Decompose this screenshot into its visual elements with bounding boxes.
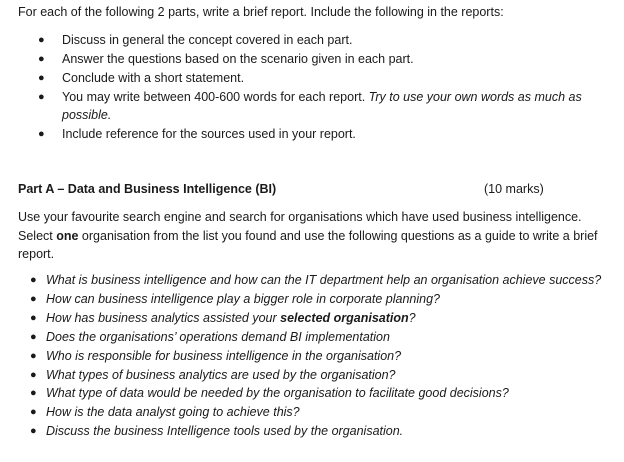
- question-item: [30, 290, 620, 309]
- list-item: [38, 69, 598, 87]
- bullet-icon: ●: [38, 91, 45, 103]
- question-text: ?: [408, 310, 416, 325]
- question-text: What types of business analytics are used by the organisation?: [46, 367, 396, 382]
- bullet-icon: ●: [30, 349, 37, 362]
- bullet-icon: ●: [38, 34, 45, 46]
- bullet-icon: ●: [30, 425, 37, 438]
- intro-text: For each of the following 2 parts, write a brief report. Include the following in the reports:: [18, 5, 504, 19]
- list-item: [38, 31, 598, 49]
- bullet-icon: ●: [30, 311, 37, 324]
- instruction-italic-text: Try to use your own words as much as possible.: [62, 90, 582, 122]
- question-text: Does the organisations’ operations demand BI implementation: [46, 329, 390, 344]
- question-item: [30, 309, 620, 328]
- list-item: [38, 125, 598, 143]
- questions-list: [30, 271, 620, 441]
- question-bold-text: selected organisation: [280, 310, 409, 325]
- instruction-text: You may write between 400-600 words for each report.: [62, 90, 369, 104]
- question-item: [30, 347, 620, 366]
- paragraph-text: Use your favourite search engine and search for organisations which have used business intelligence. Select: [18, 210, 582, 243]
- instruction-text: Conclude with a short statement.: [62, 71, 245, 85]
- bullet-icon: ●: [30, 330, 37, 343]
- question-text: Who is responsible for business intelligence in the organisation?: [46, 348, 402, 363]
- question-text: How can business intelligence play a bigger role in corporate planning?: [46, 291, 440, 306]
- bullet-icon: ●: [30, 406, 37, 419]
- question-item: [30, 403, 620, 422]
- question-item: [30, 271, 620, 290]
- bullet-icon: ●: [30, 274, 37, 286]
- question-text: What type of data would be needed by the organisation to facilitate good decisions?: [46, 386, 509, 401]
- question-text: How is the data analyst going to achieve this?: [46, 405, 300, 420]
- bullet-icon: ●: [30, 387, 37, 400]
- part-a-paragraph: [18, 208, 598, 264]
- paragraph-bold-text: one: [56, 228, 79, 243]
- list-item: [38, 88, 598, 124]
- question-item: [30, 366, 620, 385]
- question-item: [30, 384, 620, 403]
- question-item: [30, 328, 620, 347]
- bullet-icon: ●: [38, 72, 45, 84]
- bullet-icon: ●: [38, 53, 45, 65]
- question-text: How has business analytics assisted your: [46, 310, 281, 325]
- bullet-icon: ●: [30, 368, 37, 381]
- instructions-list: [38, 31, 598, 144]
- instruction-text: Include reference for the sources used in your report.: [62, 127, 356, 141]
- question-text: Discuss the business Intelligence tools used by the organisation.: [46, 424, 404, 439]
- bullet-icon: ●: [38, 128, 45, 140]
- question-item: [30, 422, 620, 441]
- list-item: [38, 50, 598, 68]
- part-a-marks: (10 marks): [484, 182, 544, 196]
- part-a-heading: Part A – Data and Business Intelligence (BI): [18, 182, 277, 196]
- question-text: What is business intelligence and how can the IT department help an organisation achieve success?: [46, 273, 602, 287]
- instruction-text: Answer the questions based on the scenario given in each part.: [62, 52, 414, 66]
- paragraph-text: organisation from the list you found and use the following questions as a guide to write a brief report.: [18, 228, 598, 261]
- bullet-icon: ●: [30, 292, 37, 305]
- instruction-text: Discuss in general the concept covered in each part.: [62, 33, 353, 47]
